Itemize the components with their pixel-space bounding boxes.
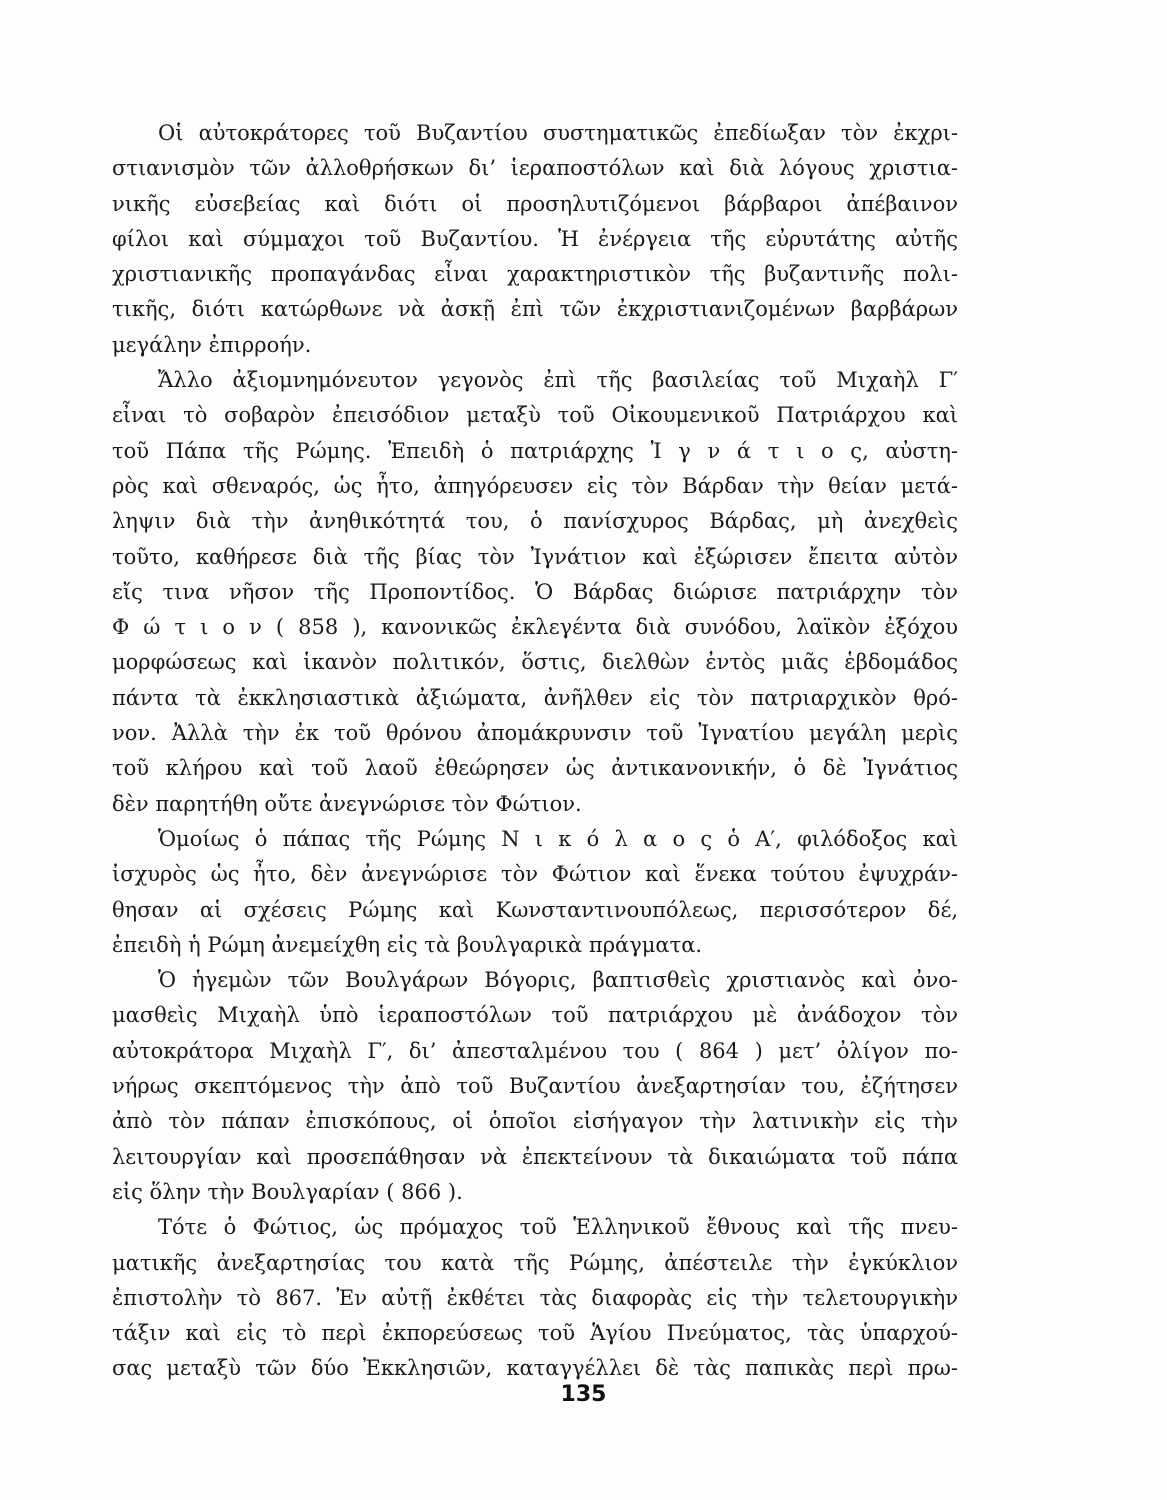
text-line: μεγάλην ἐπιρροήν. (112, 332, 312, 357)
text-line: νον. Ἀλλὰ τὴν ἐκ τοῦ θρόνου ἀπομάκρυνσιν τοῦ Ἰγνατίου μεγάλη μερὶς (112, 721, 958, 746)
text-line: πάντα τὰ ἐκκλησιαστικὰ ἀξιώματα, ἀνῆλθεν εἰς τὸν πατριαρχικὸν θρό- (112, 685, 958, 710)
text-line: μορφώσεως καὶ ἱκανὸν πολιτικόν, ὅστις, διελθὼν ἐντὸς μιᾶς ἑβδομάδος (112, 650, 958, 675)
text-line: Ἄλλο ἀξιομνημόνευτον γεγονὸς ἐπὶ τῆς βασιλείας τοῦ Μιχαὴλ Γ′ (158, 368, 958, 393)
text-line: ἀπὸ τὸν πάπαν ἐπισκόπους, οἱ ὁποῖοι εἰσήγαγον τὴν λατινικὴν εἰς τὴν (112, 1109, 958, 1134)
text-line: δὲν παρητήθη οὔτε ἀνεγνώρισε τὸν Φώτιον. (112, 791, 582, 816)
text-line: Οἱ αὐτοκράτορες τοῦ Βυζαντίου συστηματικῶς ἐπεδίωξαν τὸν ἐκχρι- (158, 121, 958, 145)
text-line: Ὁ ἡγεμὼν τῶν Βουλγάρων Βόγορις, βαπτισθεὶς χριστιανὸς καὶ ὀνο- (158, 968, 958, 993)
text-line: Ὁμοίως ὁ πάπας τῆς Ρώμης Ν ι κ ό λ α ο ς ὁ Α′, φιλόδοξος καὶ (158, 826, 958, 851)
text-line: χριστιανικῆς προπαγάνδας εἶναι χαρακτηριστικὸν τῆς βυζαντινῆς πολι- (112, 262, 958, 287)
text-line: φίλοι καὶ σύμμαχοι τοῦ Βυζαντίου. Ἡ ἐνέργεια τῆς εὐρυτάτης αὐτῆς (112, 226, 958, 251)
text-line: ρὸς καὶ σθεναρός, ὡς ἦτο, ἀπηγόρευσεν εἰς τὸν Βάρδαν τὴν θείαν μετά- (112, 473, 958, 498)
text-line: νήρως σκεπτόμενος τὴν ἀπὸ τοῦ Βυζαντίου ἀνεξαρτησίαν του, ἐζήτησεν (112, 1074, 958, 1099)
text-line: εἴς τινα νῆσον τῆς Προποντίδος. Ὁ Βάρδας διώρισε πατριάρχην τὸν (112, 579, 958, 604)
text-line: εἰς ὅλην τὴν Βουλγαρίαν ( 866 ). (112, 1179, 463, 1204)
text-line: τικῆς, διότι κατώρθωνε νὰ ἀσκῇ ἐπὶ τῶν ἐκχριστιανιζομένων βαρβάρων (112, 297, 958, 322)
text-line: τοῦ Πάπα τῆς Ρώμης. Ἐπειδὴ ὁ πατριάρχης Ἰ γ ν ά τ ι ο ς, αὐστη- (112, 438, 958, 463)
text-line: μασθεὶς Μιχαὴλ ὑπὸ ἱεραποστόλων τοῦ πατριάρχου μὲ ἀνάδοχον τὸν (112, 1003, 958, 1028)
text-line: θησαν αἱ σχέσεις Ρώμης καὶ Κωνσταντινουπόλεως, περισσότερον δέ, (112, 897, 958, 922)
text-line: στιανισμὸν τῶν ἀλλοθρήσκων δι’ ἱεραποστόλων καὶ διὰ λόγους χριστια- (112, 156, 958, 181)
text-line: τάξιν καὶ εἰς τὸ περὶ ἐκπορεύσεως τοῦ Ἁγίου Πνεύματος, τὰς ὑπαρχού- (112, 1321, 958, 1346)
body-text (112, 116, 958, 1387)
text-line: ἐπιστολὴν τὸ 867. Ἐν αὐτῇ ἐκθέτει τὰς διαφορὰς εἰς τὴν τελετουργικὴν (112, 1285, 958, 1310)
text-line: Τότε ὁ Φώτιος, ὡς πρόμαχος τοῦ Ἑλληνικοῦ ἔθνους καὶ τῆς πνευ- (158, 1215, 958, 1240)
text-line: αὐτοκράτορα Μιχαὴλ Γ′, δι’ ἀπεσταλμένου του ( 864 ) μετ’ ὀλίγον πο- (112, 1038, 958, 1063)
text-line: Φ ώ τ ι ο ν ( 858 ), κανονικῶς ἐκλεγέντα διὰ συνόδου, λαϊκὸν ἐξόχου (112, 615, 958, 640)
text-line: ματικῆς ἀνεξαρτησίας του κατὰ τῆς Ρώμης, ἀπέστειλε τὴν ἐγκύκλιον (112, 1250, 958, 1275)
text-line: ἐπειδὴ ἡ Ρώμη ἀνεμείχθη εἰς τὰ βουλγαρικὰ πράγματα. (112, 932, 703, 957)
text-line: τοῦ κλήρου καὶ τοῦ λαοῦ ἐθεώρησεν ὡς ἀντικανονικήν, ὁ δὲ Ἰγνάτιος (112, 756, 958, 781)
text-line: ληψιν διὰ τὴν ἀνηθικότητά του, ὁ πανίσχυρος Βάρδας, μὴ ἀνεχθεὶς (112, 509, 958, 534)
text-line: λειτουργίαν καὶ προσεπάθησαν νὰ ἐπεκτείνουν τὰ δικαιώματα τοῦ πάπα (112, 1144, 958, 1169)
text-line: ἰσχυρὸς ὡς ἦτο, δὲν ἀνεγνώρισε τὸν Φώτιον καὶ ἕνεκα τούτου ἐψυχράν- (112, 862, 958, 887)
text-line: τοῦτο, καθήρεσε διὰ τῆς βίας τὸν Ἰγνάτιον καὶ ἐξώρισεν ἔπειτα αὐτὸν (112, 544, 958, 569)
text-line: εἶναι τὸ σοβαρὸν ἐπεισόδιον μεταξὺ τοῦ Οἰκουμενικοῦ Πατριάρχου καὶ (112, 403, 958, 428)
text-line: νικῆς εὐσεβείας καὶ διότι οἱ προσηλυτιζόμενοι βάρβαροι ἀπέβαινον (112, 191, 958, 216)
page-number: 135 (560, 1382, 607, 1407)
text-line: σας μεταξὺ τῶν δύο Ἐκκλησιῶν, καταγγέλλει δὲ τὰς παπικὰς περὶ πρω- (112, 1356, 958, 1381)
